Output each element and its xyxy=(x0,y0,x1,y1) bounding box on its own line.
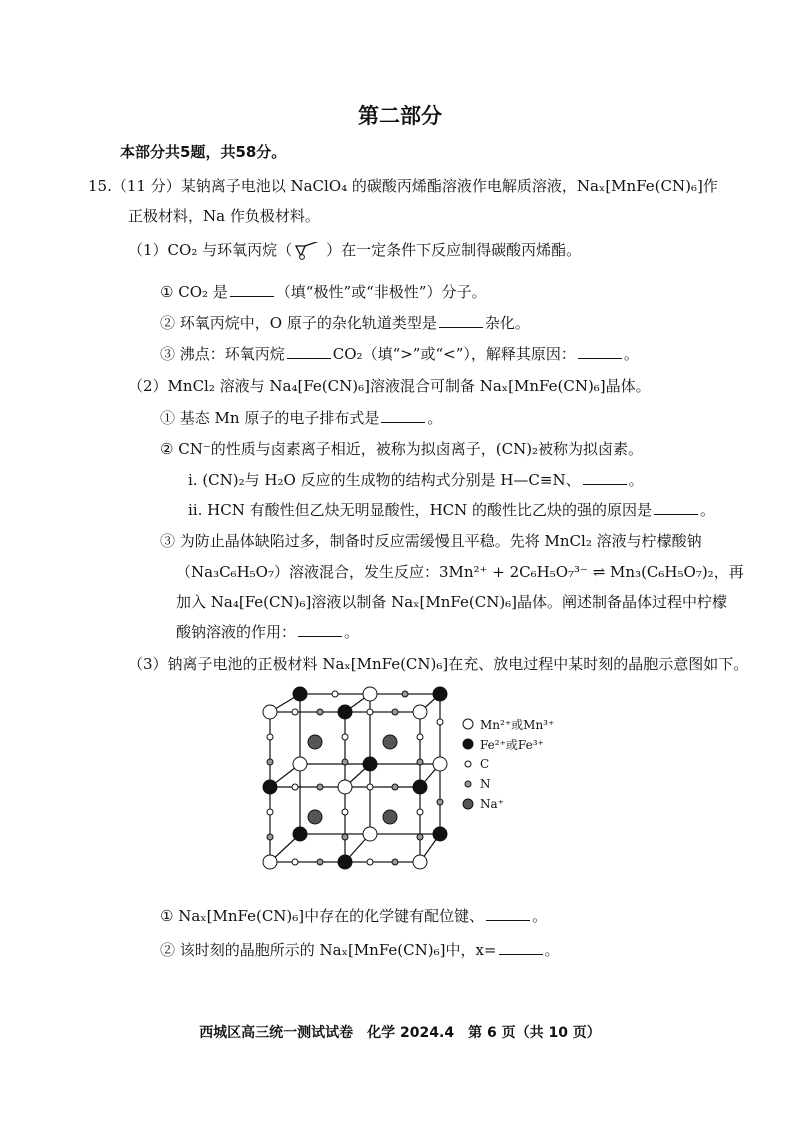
part1-c-post: 。 xyxy=(623,345,639,363)
legend-label: Mn²⁺或Mn³⁺ xyxy=(480,717,555,732)
legend-item-fe xyxy=(462,734,554,754)
q15-part1-c xyxy=(160,344,639,364)
part2-a-post: 。 xyxy=(427,409,443,427)
q15-part2-c-line1: ③ 为防止晶体缺陷过多，制备时反应需缓慢且平稳。先将 MnCl₂ 溶液与柠檬酸钠 xyxy=(160,532,702,550)
q15-part1 xyxy=(128,240,581,260)
small-white-circle-icon xyxy=(462,758,474,770)
part3-a-post: 。 xyxy=(532,907,548,925)
answer-blank[interactable] xyxy=(439,313,483,328)
section-title: 第二部分 xyxy=(358,104,442,128)
q15-part2-a xyxy=(160,408,442,428)
part1-post: ）在一定条件下反应制得碳酸丙烯酯。 xyxy=(326,241,582,259)
small-gray-circle-icon xyxy=(462,778,474,790)
propylene-oxide-structure-icon xyxy=(292,242,326,260)
part1-pre: （1）CO₂ 与环氧丙烷（ xyxy=(128,241,293,259)
part2-a-pre: ① 基态 Mn 原子的电子排布式是 xyxy=(160,409,380,427)
q15-part2-c-line3: 加入 Na₄[Fe(CN)₆]溶液以制备 Naₓ[MnFe(CN)₆]晶体。阐述制备晶体过程中柠檬 xyxy=(176,593,728,611)
answer-blank[interactable] xyxy=(287,344,331,359)
q15-part1-a xyxy=(160,282,486,302)
q15-part3-b xyxy=(160,940,560,960)
q15-part2-c-line2: （Na₃C₆H₅O₇）溶液混合，发生反应：3Mn²⁺ + 2C₆H₅O₇³⁻ ⇌ Mn₃(C₆H₅O₇)₂，再 xyxy=(176,563,744,581)
part2-c-4-post: 。 xyxy=(344,623,360,641)
answer-blank[interactable] xyxy=(298,622,342,637)
answer-blank[interactable] xyxy=(654,500,698,515)
part3-a-pre: ① Naₓ[MnFe(CN)₆]中存在的化学键有配位键、 xyxy=(160,907,485,925)
part3-b-post: 。 xyxy=(544,941,560,959)
page-footer: 西城区高三统一测试试卷 化学 2024.4 第 6 页（共 10 页） xyxy=(199,1025,601,1041)
part3-b-pre: ② 该时刻的晶胞所示的 Naₓ[MnFe(CN)₆]中，x= xyxy=(160,941,497,959)
part1-c-mid: CO₂（填“>”或“<”），解释其原因： xyxy=(332,345,576,363)
section-intro: 本部分共5题，共58分。 xyxy=(120,143,287,161)
white-circle-icon xyxy=(462,718,474,730)
q15-part1-b xyxy=(160,313,530,333)
legend-label: N xyxy=(480,777,491,791)
legend-item-n xyxy=(462,774,554,794)
answer-blank[interactable] xyxy=(583,470,627,485)
legend-label: Na⁺ xyxy=(480,797,504,811)
part2-c-4-pre: 酸钠溶液的作用： xyxy=(176,623,297,641)
answer-blank[interactable] xyxy=(499,940,543,955)
legend-item-mn xyxy=(462,714,554,734)
answer-blank[interactable] xyxy=(578,344,622,359)
answer-blank[interactable] xyxy=(381,408,425,423)
part1-b-post: 杂化。 xyxy=(484,314,530,332)
legend-label: Fe²⁺或Fe³⁺ xyxy=(480,737,544,752)
shaded-circle-icon xyxy=(462,798,474,810)
diagram-legend xyxy=(462,714,554,814)
legend-label: C xyxy=(480,757,490,771)
part1-b-pre: ② 环氧丙烷中，O 原子的杂化轨道类型是 xyxy=(160,314,437,332)
q15-part3-a xyxy=(160,906,547,926)
q15-line1: 15.（11 分）某钠离子电池以 NaClO₄ 的碳酸丙烯酯溶液作电解质溶液，Naₓ[MnFe(CN)₆]作 xyxy=(88,177,718,195)
part2-b-i-pre: ⅰ. (CN)₂与 H₂O 反应的生成物的结构式分别是 H—C≡N、 xyxy=(188,471,581,489)
answer-blank[interactable] xyxy=(230,282,274,297)
q15-part2: （2）MnCl₂ 溶液与 Na₄[Fe(CN)₆]溶液混合可制备 Naₓ[MnFe(CN)₆]晶体。 xyxy=(128,377,651,395)
q15-part2-b: ② CN⁻的性质与卤素离子相近，被称为拟卤离子，(CN)₂被称为拟卤素。 xyxy=(160,440,644,458)
legend-item-na xyxy=(462,794,554,814)
q15-part3: （3）钠离子电池的正极材料 Naₓ[MnFe(CN)₆]在充、放电过程中某时刻的晶胞示意图如下。 xyxy=(128,655,749,673)
q15-part2-b-i xyxy=(188,470,644,490)
part2-b-ii-post: 。 xyxy=(700,501,716,519)
q15-part2-c-line4 xyxy=(176,622,359,642)
part1-a-pre: ① CO₂ 是 xyxy=(160,283,228,301)
answer-blank[interactable] xyxy=(486,906,530,921)
q15-part2-b-ii xyxy=(188,500,715,520)
part2-b-ii-pre: ⅱ. HCN 有酸性但乙炔无明显酸性，HCN 的酸性比乙炔的强的原因是 xyxy=(188,501,653,519)
q15-line2: 正极材料，Na 作负极材料。 xyxy=(128,207,320,225)
part1-c-pre: ③ 沸点：环氧丙烷 xyxy=(160,345,285,363)
black-circle-icon xyxy=(462,738,474,750)
part1-a-post: （填“极性”或“非极性”）分子。 xyxy=(275,283,487,301)
part2-b-i-post: 。 xyxy=(628,471,644,489)
legend-item-c xyxy=(462,754,554,774)
crystal-cell-diagram xyxy=(255,682,455,872)
